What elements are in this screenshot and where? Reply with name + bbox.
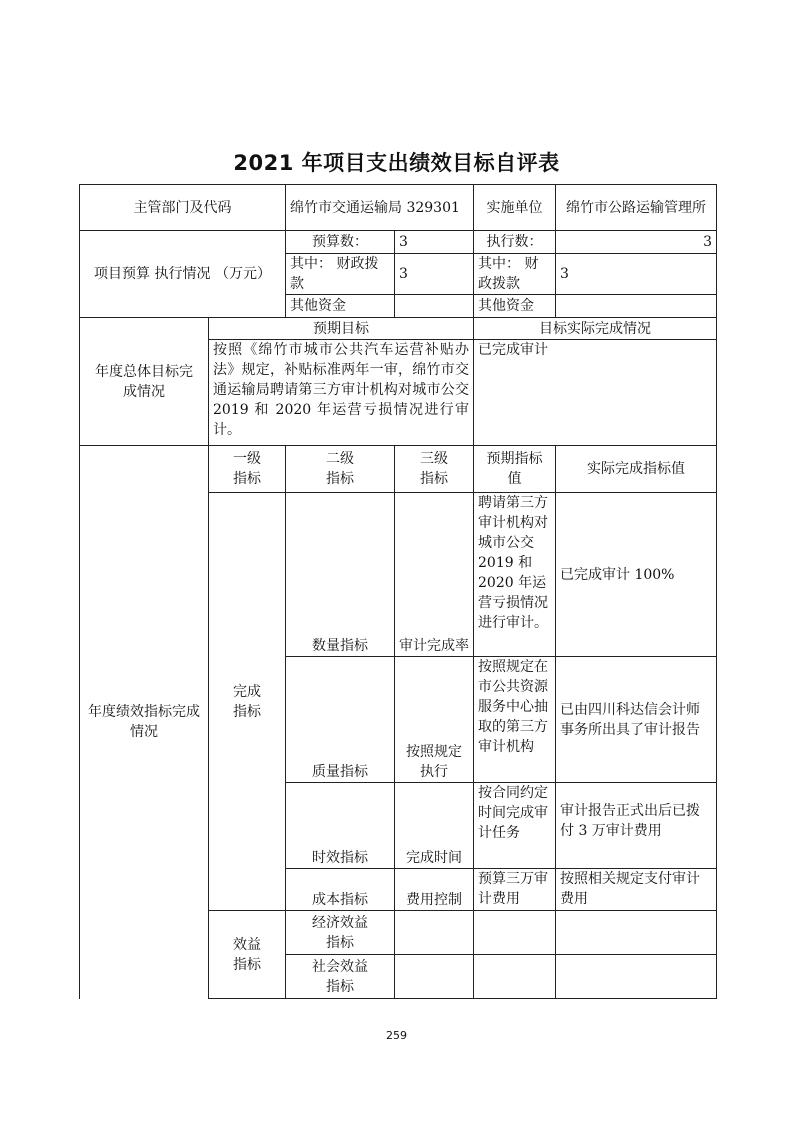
col-expected: 预期指标值 xyxy=(474,446,556,493)
budget-num-label: 预算数： xyxy=(286,231,395,254)
indicators-label: 年度绩效指标完成情况 xyxy=(80,446,209,999)
expected-goal-text: 按照《绵竹市城市公共汽车运营补贴办法》规定，补贴标准两年一审，绵竹市交通运输局聘请第三方审计机构对城市公交 2019 和 2020 年运营亏损情况进行审计。 xyxy=(209,340,474,446)
performance-evaluation-table xyxy=(79,184,717,999)
dept-label: 主管部门及代码 xyxy=(80,185,286,231)
fiscal-value-left: 3 xyxy=(395,254,474,295)
expected-goal-header: 预期目标 xyxy=(209,318,474,340)
level3-cell xyxy=(395,955,474,999)
expected-cell: 按照规定在市公共资源服务中心抽取的第三方审计机构 xyxy=(474,657,556,783)
annual-goal-label: 年度总体目标完成情况 xyxy=(80,318,209,446)
expected-cell xyxy=(474,911,556,955)
level2-cell: 社会效益指标 xyxy=(286,955,395,999)
actual-cell xyxy=(556,955,717,999)
col-level3: 三级 指标 xyxy=(395,446,474,493)
expected-cell: 按合同约定时间完成审计任务 xyxy=(474,783,556,869)
page-title: 2021 年项目支出绩效目标自评表 xyxy=(233,151,560,175)
expected-cell xyxy=(474,955,556,999)
actual-goal-text: 已完成审计 xyxy=(474,340,717,446)
indicator-header-row xyxy=(80,446,717,493)
col-actual: 实际完成指标值 xyxy=(556,446,717,493)
unit-value: 绵竹市公路运输管理所 xyxy=(556,185,717,231)
col-level2: 二级 指标 xyxy=(286,446,395,493)
goal-header-row xyxy=(80,318,717,340)
other-value-right xyxy=(556,295,717,318)
dept-value: 绵竹市交通运输局 329301 xyxy=(286,185,474,231)
actual-cell: 按照相关规定支付审计费用 xyxy=(556,869,717,911)
group-benefit: 效益 指标 xyxy=(209,911,286,999)
other-label-left: 其他资金 xyxy=(286,295,395,318)
expected-cell: 聘请第三方审计机构对城市公交 2019 和 2020 年运营亏损情况进行审计。 xyxy=(474,493,556,657)
exec-num-value: 3 xyxy=(556,231,717,254)
budget-label: 项目预算 执行情况 （万元） xyxy=(80,231,286,318)
budget-num-value: 3 xyxy=(395,231,474,254)
level3-cell: 费用控制 xyxy=(395,869,474,911)
group-complete: 完成 指标 xyxy=(209,493,286,911)
dept-row xyxy=(80,185,717,231)
level3-cell: 按照规定执行 xyxy=(395,657,474,783)
budget-row-1 xyxy=(80,231,717,254)
level2-cell: 质量指标 xyxy=(286,657,395,783)
page-number: 259 xyxy=(386,1029,407,1042)
level3-cell: 完成时间 xyxy=(395,783,474,869)
actual-cell xyxy=(556,911,717,955)
actual-cell: 已由四川科达信会计师事务所出具了审计报告 xyxy=(556,657,717,783)
fiscal-value-right: 3 xyxy=(556,254,717,295)
other-label-right: 其他资金 xyxy=(474,295,556,318)
expected-cell: 预算三万审计费用 xyxy=(474,869,556,911)
actual-cell: 审计报告正式出后已拨付 3 万审计费用 xyxy=(556,783,717,869)
other-value-left xyxy=(395,295,474,318)
exec-num-label: 执行数： xyxy=(474,231,556,254)
level2-cell: 时效指标 xyxy=(286,783,395,869)
actual-goal-header: 目标实际完成情况 xyxy=(474,318,717,340)
fiscal-label-right: 其中： 财政拨款 xyxy=(474,254,556,295)
actual-cell: 已完成审计 100% xyxy=(556,493,717,657)
unit-label: 实施单位 xyxy=(474,185,556,231)
level2-cell: 数量指标 xyxy=(286,493,395,657)
level2-cell: 成本指标 xyxy=(286,869,395,911)
col-level1: 一级 指标 xyxy=(209,446,286,493)
level2-cell: 经济效益指标 xyxy=(286,911,395,955)
level3-cell: 审计完成率 xyxy=(395,493,474,657)
level3-cell xyxy=(395,911,474,955)
fiscal-label-left: 其中： 财政拨款 xyxy=(286,254,395,295)
